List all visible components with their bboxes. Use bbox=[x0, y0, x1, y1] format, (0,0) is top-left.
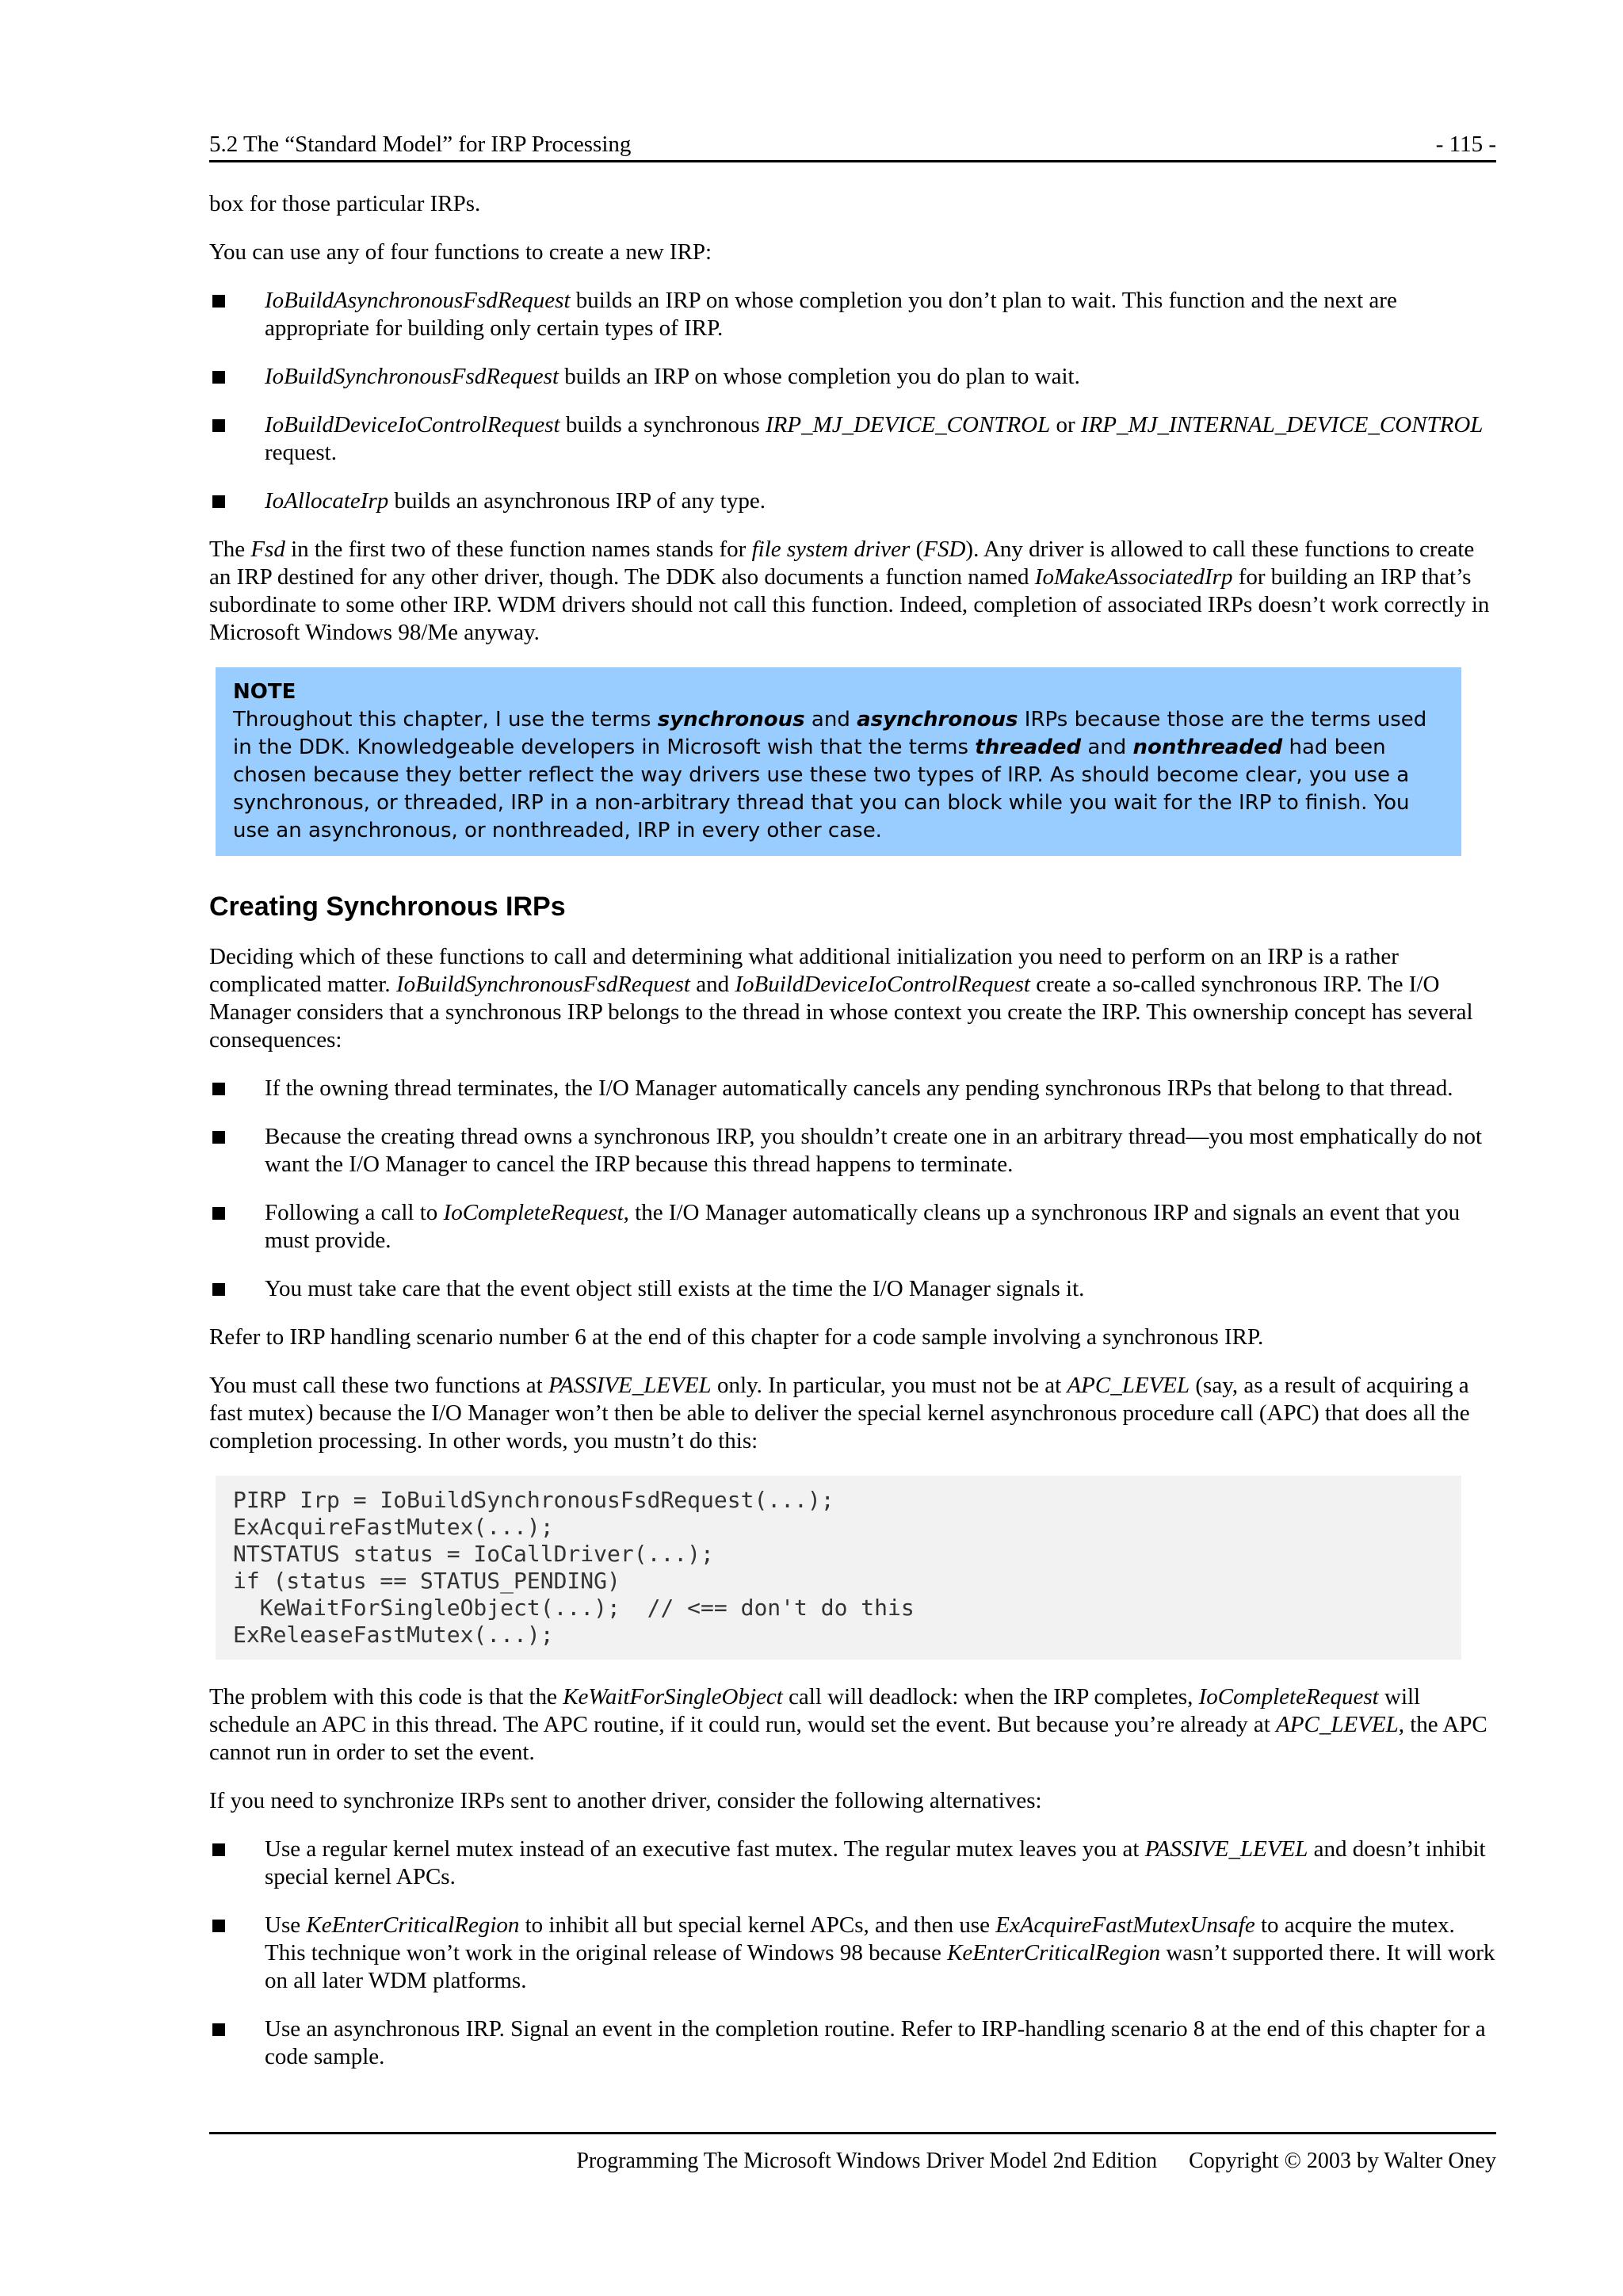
paragraph: box for those particular IRPs. bbox=[209, 191, 481, 216]
function-name: IoBuildSynchronousFsdRequest bbox=[265, 364, 559, 389]
page-footer bbox=[209, 2132, 1496, 2173]
list-item bbox=[209, 1075, 1496, 1102]
list-item bbox=[209, 1275, 1496, 1303]
list-text: or bbox=[1050, 412, 1081, 437]
paragraph: Refer to IRP handling scenario number 6 at the end of this chapter for a code sample involving a synchronous IRP. bbox=[209, 1324, 1264, 1350]
constant-name: IRP_MJ_INTERNAL_DEVICE_CONTROL bbox=[1080, 412, 1484, 437]
code-line: if (status == STATUS_PENDING) bbox=[233, 1568, 621, 1594]
note-text: Throughout this chapter, I use the terms synchronous and asynchronous IRPs because those are the terms used in the DDK. Knowledgeable developers in Microsoft wish that the terms threaded and nonthreaded had been chosen because they better reflect the way drivers use these two types of IRP. As should become clear, you use a synchronous, or threaded, IRP in a non-arbitrary thread that you can block while you wait for the IRP to finish. You use an asynchronous, or nonthreaded, IRP in every other case. bbox=[233, 708, 1427, 842]
bullet-square-icon bbox=[212, 1283, 225, 1296]
list-text: builds an asynchronous IRP of any type. bbox=[388, 488, 766, 514]
paragraph: Deciding which of these functions to call and determining what additional initialization you need to perform on an IRP is a rather complicated matter. IoBuildSynchronousFsdRequest and IoBuildDeviceIoControlRequest create a so-called synchronous IRP. The I/O Manager considers that a synchronous IRP belongs to the thread in whose context you create the IRP. This ownership concept has several consequences: bbox=[209, 944, 1473, 1052]
list-item bbox=[209, 2015, 1496, 2071]
alternatives-list bbox=[209, 1836, 1496, 2071]
bullet-square-icon bbox=[212, 295, 225, 308]
book-title: Programming The Microsoft Windows Driver Model 2nd Edition bbox=[576, 2149, 1158, 2173]
function-name: IoBuildDeviceIoControlRequest bbox=[265, 412, 560, 437]
list-item: Use a regular kernel mutex instead of an executive fast mutex. The regular mutex leaves you at PASSIVE_LEVEL and doesn’t inhibit special kernel APCs. bbox=[209, 1836, 1496, 1891]
paragraph: If you need to synchronize IRPs sent to another driver, consider the following alternatives: bbox=[209, 1788, 1042, 1813]
code-line: NTSTATUS status = IoCallDriver(...); bbox=[233, 1541, 714, 1567]
bullet-square-icon bbox=[212, 1920, 225, 1932]
function-name: IoAllocateIrp bbox=[265, 488, 389, 514]
section-title: 5.2 The “Standard Model” for IRP Processing bbox=[209, 132, 632, 157]
list-text: You must take care that the event object still exists at the time the I/O Manager signals it. bbox=[265, 1276, 1085, 1301]
consequence-list bbox=[209, 1075, 1496, 1303]
code-line: KeWaitForSingleObject(...); // <== don't do this bbox=[233, 1595, 915, 1621]
bullet-square-icon bbox=[212, 419, 225, 432]
note-box bbox=[216, 667, 1461, 856]
bullet-square-icon bbox=[212, 1131, 225, 1144]
function-name: IoBuildAsynchronousFsdRequest bbox=[265, 288, 571, 313]
code-block bbox=[216, 1476, 1461, 1660]
list-text: builds an IRP on whose completion you do plan to wait. bbox=[559, 364, 1080, 389]
list-text: builds a synchronous bbox=[559, 412, 766, 437]
paragraph: The problem with this code is that the KeWaitForSingleObject call will deadlock: when the IRP completes, IoCompleteRequest will schedule an APC in this thread. The APC routine, if it could run, would set the event. But because you’re already at APC_LEVEL, the APC cannot run in order to set the event. bbox=[209, 1684, 1487, 1765]
section-heading: Creating Synchronous IRPs bbox=[209, 892, 566, 922]
list-item bbox=[209, 487, 1496, 515]
bullet-square-icon bbox=[212, 1207, 225, 1220]
bullet-square-icon bbox=[212, 2023, 225, 2036]
list-item bbox=[209, 1123, 1496, 1179]
function-list bbox=[209, 287, 1496, 515]
list-item bbox=[209, 287, 1496, 342]
copyright: Copyright © 2003 by Walter Oney bbox=[1189, 2149, 1496, 2173]
paragraph: The Fsd in the first two of these function names stands for file system driver (FSD). Any driver is allowed to call these functions to create an IRP destined for any other driver, though. The DDK also documents a function named IoMakeAssociatedIrp for building an IRP that’s subordinate to some other IRP. WDM drivers should not call this function. Indeed, completion of associated IRPs doesn’t work correctly in Microsoft Windows 98/Me anyway. bbox=[209, 537, 1490, 645]
paragraph: You must call these two functions at PASSIVE_LEVEL only. In particular, you must not be at APC_LEVEL (say, as a result of acquiring a fast mutex) because the I/O Manager won’t then be able to deliver the special kernel asynchronous procedure call (APC) that does all the completion processing. In other words, you mustn’t do this: bbox=[209, 1373, 1470, 1454]
code-line: ExReleaseFastMutex(...); bbox=[233, 1622, 554, 1648]
page-header bbox=[209, 128, 1496, 162]
list-item: Following a call to IoCompleteRequest, the I/O Manager automatically cleans up a synchronous IRP and signals an event that you must provide. bbox=[209, 1199, 1496, 1255]
code-line: PIRP Irp = IoBuildSynchronousFsdRequest(...); bbox=[233, 1487, 834, 1513]
list-item: Use KeEnterCriticalRegion to inhibit all but special kernel APCs, and then use ExAcquireFastMutexUnsafe to acquire the mutex. This technique won’t work in the original release of Windows 98 because KeEnterCriticalRegion wasn’t supported there. It will work on all later WDM platforms. bbox=[209, 1912, 1496, 1995]
list-item bbox=[209, 411, 1496, 467]
code-line: ExAcquireFastMutex(...); bbox=[233, 1514, 554, 1540]
bullet-square-icon bbox=[212, 1843, 225, 1856]
page-number: - 115 - bbox=[1435, 132, 1496, 157]
list-text: Because the creating thread owns a synchronous IRP, you shouldn’t create one in an arbitrary thread—you most emphatically do not want the I/O Manager to cancel the IRP because this thread happens to terminate. bbox=[265, 1124, 1483, 1177]
list-item bbox=[209, 363, 1496, 391]
list-text: builds an IRP on whose completion you don’t plan to wait. This function and the next are appropriate for building only certain types of IRP. bbox=[265, 288, 1397, 341]
footer-text bbox=[544, 2147, 1496, 2176]
list-text: request. bbox=[265, 440, 337, 465]
bullet-square-icon bbox=[212, 1083, 225, 1095]
note-title: NOTE bbox=[233, 680, 296, 704]
paragraph: You can use any of four functions to create a new IRP: bbox=[209, 239, 712, 265]
list-text: Use an asynchronous IRP. Signal an event in the completion routine. Refer to IRP-handling scenario 8 at the end of this chapter for a code sample. bbox=[265, 2016, 1486, 2069]
bullet-square-icon bbox=[212, 495, 225, 508]
page-body bbox=[209, 190, 1496, 2092]
bullet-square-icon bbox=[212, 371, 225, 384]
list-text: If the owning thread terminates, the I/O Manager automatically cancels any pending synchronous IRPs that belong to that thread. bbox=[265, 1075, 1453, 1101]
constant-name: IRP_MJ_DEVICE_CONTROL bbox=[765, 412, 1051, 437]
